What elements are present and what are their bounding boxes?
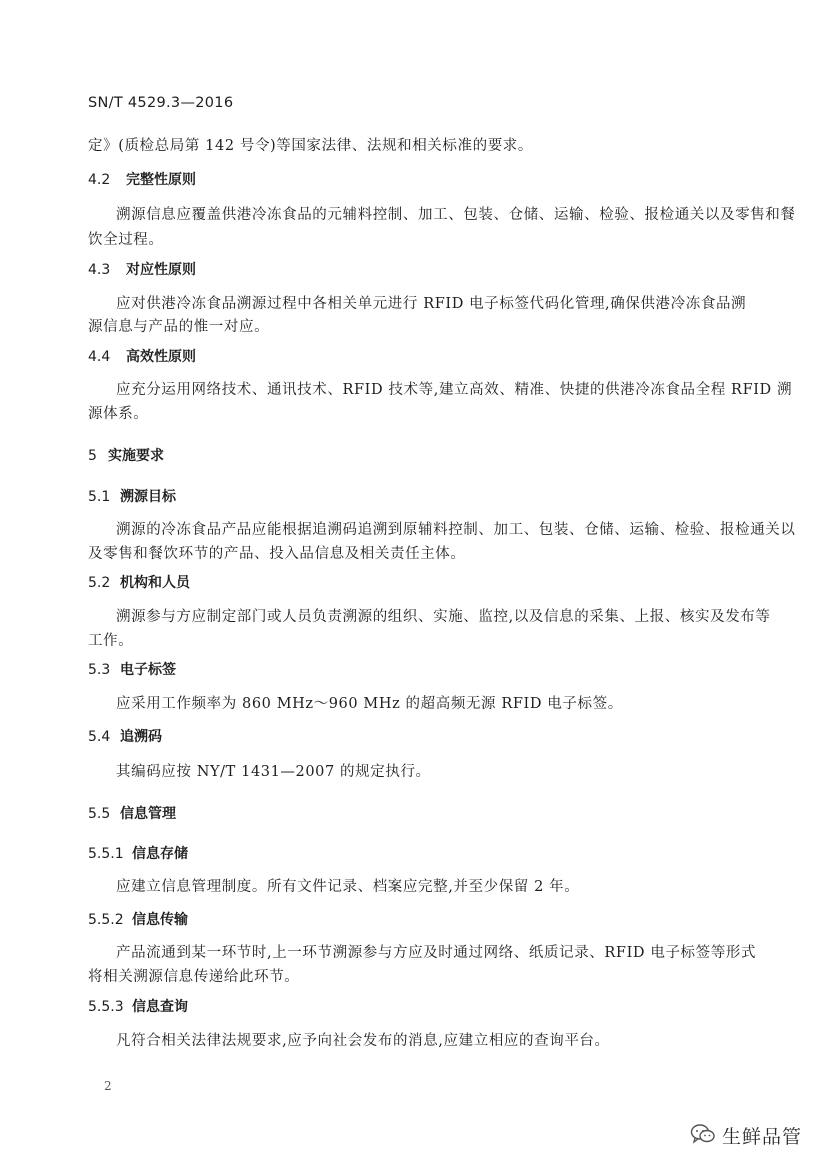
section-title: 实施要求 bbox=[108, 448, 164, 464]
section-number: 5.5 bbox=[88, 806, 111, 822]
section-title: 信息管理 bbox=[120, 806, 176, 822]
section-heading-5-5-1 bbox=[88, 843, 188, 863]
section-heading-4-2 bbox=[88, 169, 196, 189]
section-heading-5-1 bbox=[88, 486, 176, 506]
document-code: SN/T 4529.3—2016 bbox=[88, 95, 234, 111]
paragraph-line: 饮全过程。 bbox=[88, 232, 164, 248]
section-title: 完整性原则 bbox=[126, 172, 196, 188]
section-heading-5 bbox=[88, 445, 164, 465]
section-heading-5-2 bbox=[88, 572, 190, 592]
section-title: 高效性原则 bbox=[126, 349, 196, 365]
section-title: 溯源目标 bbox=[120, 489, 176, 505]
wechat-icon bbox=[690, 1123, 722, 1149]
section-title: 信息存储 bbox=[132, 846, 188, 862]
paragraph-line: 源信息与产品的惟一对应。 bbox=[88, 319, 270, 335]
section-number: 4.3 bbox=[88, 262, 111, 278]
section-heading-5-5-2 bbox=[88, 909, 188, 929]
paragraph-line: 应对供港冷冻食品溯源过程中各相关单元进行 RFID 电子标签代码化管理,确保供港冷冻食品溯 bbox=[116, 296, 747, 312]
paragraph-line: 定》(质检总局第 142 号令)等国家法律、法规和相关标准的要求。 bbox=[88, 138, 534, 154]
section-number: 5.5.3 bbox=[88, 999, 124, 1015]
section-number: 5 bbox=[88, 448, 97, 464]
paragraph-line: 将相关溯源信息传递给此环节。 bbox=[88, 969, 300, 985]
section-heading-4-3 bbox=[88, 259, 196, 279]
section-number: 5.1 bbox=[88, 489, 111, 505]
paragraph-line: 应采用工作频率为 860 MHz～960 MHz 的超高频无源 RFID 电子标签。 bbox=[116, 696, 623, 712]
section-title: 信息查询 bbox=[132, 999, 188, 1015]
section-number: 5.5.1 bbox=[88, 846, 124, 862]
paragraph-line: 溯源的冷冻食品产品应能根据追溯码追溯到原辅料控制、加工、包装、仓储、运输、检验、报检通关以 bbox=[116, 522, 796, 538]
paragraph-line: 源体系。 bbox=[88, 406, 149, 422]
paragraph-line: 凡符合相关法律法规要求,应予向社会发布的消息,应建立相应的查询平台。 bbox=[116, 1033, 610, 1049]
paragraph-line: 工作。 bbox=[88, 633, 134, 649]
section-title: 对应性原则 bbox=[126, 262, 196, 278]
section-number: 5.5.2 bbox=[88, 912, 124, 928]
section-heading-5-5-3 bbox=[88, 996, 188, 1016]
watermark-text: 生鲜品管 bbox=[722, 1126, 803, 1148]
paragraph-line: 溯源参与方应制定部门或人员负责溯源的组织、实施、监控,以及信息的采集、上报、核实及发布等 bbox=[116, 609, 771, 625]
section-title: 电子标签 bbox=[120, 662, 176, 678]
paragraph-line: 应充分运用网络技术、通讯技术、RFID 技术等,建立高效、精准、快捷的供港冷冻食品全程 RFID 溯 bbox=[116, 382, 793, 398]
section-number: 5.3 bbox=[88, 662, 111, 678]
section-heading-5-5 bbox=[88, 803, 176, 823]
section-title: 机构和人员 bbox=[120, 575, 190, 591]
section-title: 追溯码 bbox=[120, 729, 162, 745]
section-number: 5.4 bbox=[88, 729, 111, 745]
paragraph-line: 应建立信息管理制度。所有文件记录、档案应完整,并至少保留 2 年。 bbox=[116, 879, 580, 895]
section-heading-4-4 bbox=[88, 346, 196, 366]
paragraph-line: 其编码应按 NY/T 1431—2007 的规定执行。 bbox=[116, 764, 431, 780]
section-heading-5-4 bbox=[88, 726, 162, 746]
section-number: 4.4 bbox=[88, 349, 111, 365]
page-number: 2 bbox=[104, 1079, 112, 1093]
section-number: 4.2 bbox=[88, 172, 111, 188]
paragraph-line: 产品流通到某一环节时,上一环节溯源参与方应及时通过网络、纸质记录、RFID 电子标签等形式 bbox=[116, 945, 757, 961]
section-title: 信息传输 bbox=[132, 912, 188, 928]
paragraph-line: 溯源信息应覆盖供港冷冻食品的元辅料控制、加工、包装、仓储、运输、检验、报检通关以及零售和餐 bbox=[116, 207, 796, 223]
section-number: 5.2 bbox=[88, 575, 111, 591]
paragraph-line: 及零售和餐饮环节的产品、投入品信息及相关责任主体。 bbox=[88, 546, 466, 562]
watermark-logo bbox=[690, 1122, 802, 1149]
section-heading-5-3 bbox=[88, 659, 176, 679]
